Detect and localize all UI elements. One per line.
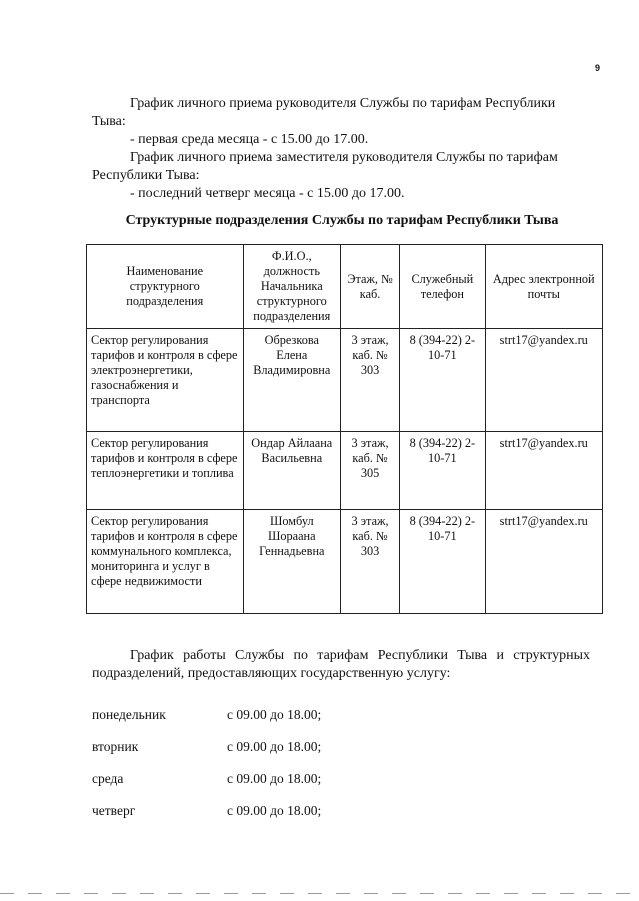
day-hours: с 09.00 до 18.00;: [227, 707, 322, 722]
deputy-reception-time: - последний четверг месяца - с 15.00 до 17.00.: [130, 186, 405, 201]
table-header-row: [87, 245, 603, 329]
reception-schedule: [92, 95, 592, 203]
table-row: [87, 432, 603, 510]
work-schedule-text: График работы Службы по тарифам Республики Тыва и структурных подразделений, предоставляющих государственную услугу:: [92, 648, 590, 681]
unit-name-cell: Сектор регулирования тарифов и контроля в сфере теплоэнергетики и топлива: [87, 432, 244, 510]
table-row: [87, 510, 603, 614]
work-schedule-intro: [92, 647, 590, 683]
phone-cell: 8 (394-22) 2-10-71: [400, 329, 485, 432]
email-cell: strt17@yandex.ru: [485, 432, 602, 510]
head-reception-label: График личного приема руководителя Службы по тарифам Республики Тыва:: [92, 96, 556, 129]
table-row: [87, 329, 603, 432]
head-name-cell: Шомбул Шораана Геннадьевна: [243, 510, 340, 614]
structural-units-table: [86, 244, 603, 614]
day-hours: с 09.00 до 18.00;: [227, 803, 322, 818]
unit-name-cell: Сектор регулирования тарифов и контроля в сфере электроэнергетики, газоснабжения и транспорта: [87, 329, 244, 432]
phone-cell: 8 (394-22) 2-10-71: [400, 510, 485, 614]
head-name-cell: Обрезкова Елена Владимировна: [243, 329, 340, 432]
header-unit-name: Наименование структурного подразделения: [87, 245, 244, 329]
room-cell: 3 этаж, каб. № 305: [340, 432, 399, 510]
section-title: Структурные подразделения Службы по тарифам Республики Тыва: [125, 213, 559, 228]
scan-artifact-divider: [0, 893, 639, 894]
email-cell: strt17@yandex.ru: [485, 329, 602, 432]
unit-name-cell: Сектор регулирования тарифов и контроля в сфере коммунального комплекса, мониторинга и услуг в сфере недвижимости: [87, 510, 244, 614]
day-name: четверг: [92, 803, 136, 818]
day-hours: с 09.00 до 18.00;: [227, 739, 322, 754]
header-phone: Служебный телефон: [400, 245, 485, 329]
page-number: 9: [594, 63, 600, 73]
head-name-cell: Ондар Айлаана Васильевна: [243, 432, 340, 510]
room-cell: 3 этаж, каб. № 303: [340, 329, 399, 432]
header-head-name: Ф.И.О., должность Начальника структурного подразделения: [243, 245, 340, 329]
phone-cell: 8 (394-22) 2-10-71: [400, 432, 485, 510]
deputy-reception-label: График личного приема заместителя руководителя Службы по тарифам Республики Тыва:: [92, 150, 558, 183]
email-cell: strt17@yandex.ru: [485, 510, 602, 614]
day-name: понедельник: [92, 707, 166, 722]
header-email: Адрес электронной почты: [485, 245, 602, 329]
room-cell: 3 этаж, каб. № 303: [340, 510, 399, 614]
day-hours: с 09.00 до 18.00;: [227, 771, 322, 786]
day-name: вторник: [92, 739, 139, 754]
head-reception-time: - первая среда месяца - с 15.00 до 17.00.: [130, 132, 369, 147]
header-room: Этаж, № каб.: [340, 245, 399, 329]
day-name: среда: [92, 771, 124, 786]
